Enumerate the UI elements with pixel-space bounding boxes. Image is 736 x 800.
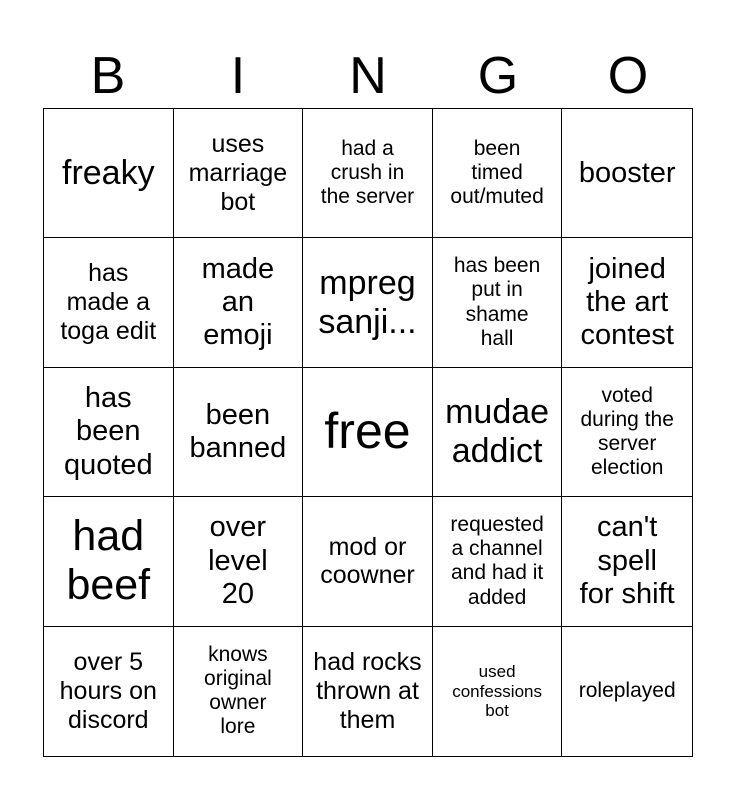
bingo-cell-r3c5[interactable]: [562, 368, 692, 497]
cell-text: has been quoted: [63, 381, 153, 481]
cell-text: requested a channel and had it added: [450, 513, 544, 609]
cell-text: mudae addict: [445, 392, 550, 470]
cell-text: mpreg sanji...: [318, 263, 417, 341]
bingo-cell-r1c2[interactable]: [174, 109, 304, 238]
bingo-cell-r3c1[interactable]: [44, 368, 174, 497]
header-letter-i: I: [230, 47, 246, 105]
cell-text: made an emoji: [201, 252, 275, 352]
bingo-cell-r2c5[interactable]: [562, 238, 692, 367]
cell-text: been banned: [189, 398, 287, 464]
bingo-cell-r5c3[interactable]: [303, 627, 433, 756]
bingo-cell-r3c4[interactable]: [433, 368, 563, 497]
cell-text: roleplayed: [578, 679, 676, 703]
bingo-cell-r5c2[interactable]: [174, 627, 304, 756]
bingo-cell-r5c4[interactable]: [433, 627, 563, 756]
cell-text: has made a toga edit: [60, 259, 157, 345]
cell-text: can't spell for shift: [579, 511, 675, 611]
header-letter-n: N: [349, 47, 387, 105]
bingo-cell-r2c4[interactable]: [433, 238, 563, 367]
bingo-cell-r4c1[interactable]: [44, 497, 174, 626]
bingo-cell-r2c1[interactable]: [44, 238, 174, 367]
cell-text: knows original owner lore: [204, 643, 272, 739]
bingo-cell-r2c3[interactable]: [303, 238, 433, 367]
bingo-cell-r1c1[interactable]: [44, 109, 174, 238]
bingo-cell-r2c2[interactable]: [174, 238, 304, 367]
cell-text: uses marriage bot: [188, 130, 288, 216]
cell-text: joined the art contest: [580, 252, 674, 352]
cell-text: had a crush in the server: [320, 136, 415, 209]
bingo-cell-r1c4[interactable]: [433, 109, 563, 238]
cell-text: over 5 hours on discord: [59, 648, 157, 734]
header-letter-g: G: [477, 47, 519, 105]
bingo-cell-r3c2[interactable]: [174, 368, 304, 497]
bingo-cell-r1c5[interactable]: [562, 109, 692, 238]
cell-text: had beef: [66, 511, 151, 610]
bingo-cell-r4c4[interactable]: [433, 497, 563, 626]
cell-text: had rocks thrown at them: [313, 648, 422, 734]
bingo-cell-r1c3[interactable]: [303, 109, 433, 238]
bingo-cell-r5c1[interactable]: [44, 627, 174, 756]
cell-text: mod or coowner: [320, 532, 415, 590]
bingo-cell-r4c5[interactable]: [562, 497, 692, 626]
bingo-board: [43, 108, 693, 757]
cell-text: freaky: [62, 153, 155, 192]
header-letter-b: B: [90, 47, 126, 105]
cell-text: been timed out/muted: [450, 136, 544, 209]
cell-text: over level 20: [208, 511, 268, 611]
cell-text: used confessions bot: [452, 661, 542, 721]
cell-text: booster: [578, 156, 676, 189]
bingo-cell-r5c5[interactable]: [562, 627, 692, 756]
header-letter-o: O: [607, 47, 649, 105]
free-space-label: free: [324, 403, 411, 460]
bingo-cell-r4c2[interactable]: [174, 497, 304, 626]
cell-text: voted during the server election: [580, 383, 674, 480]
cell-text: has been put in shame hall: [453, 254, 541, 350]
bingo-cell-free[interactable]: [303, 368, 433, 497]
bingo-header: [43, 44, 693, 108]
bingo-cell-r4c3[interactable]: [303, 497, 433, 626]
